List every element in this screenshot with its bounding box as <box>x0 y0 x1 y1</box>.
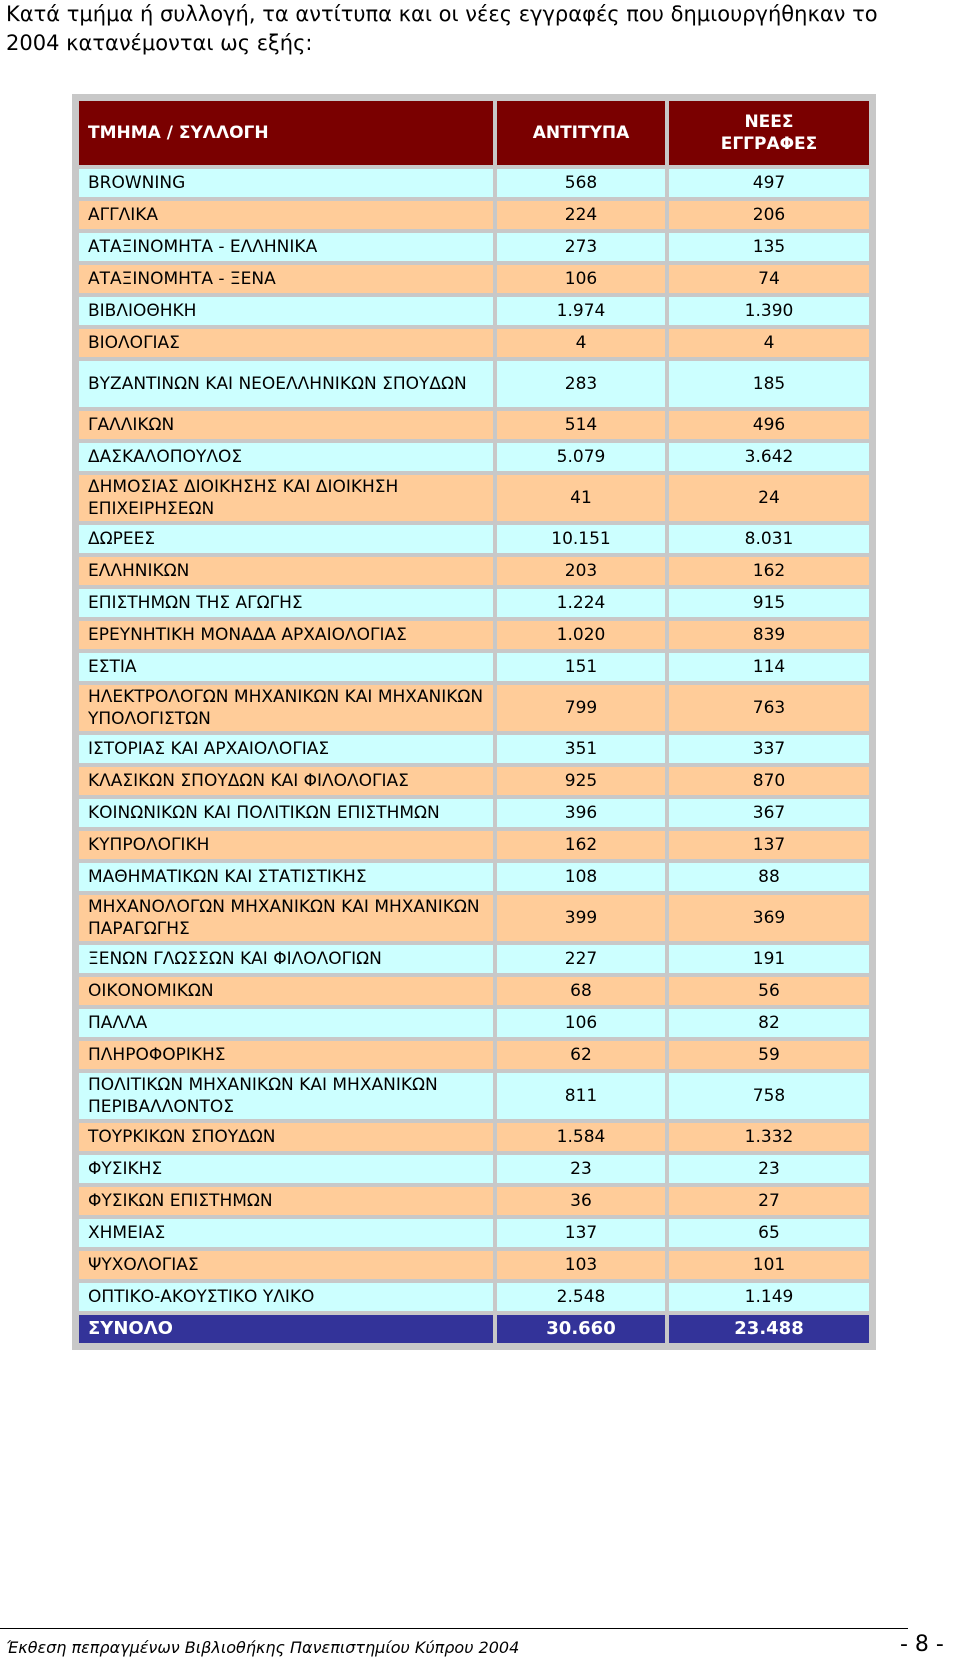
cell-department: ΔΗΜΟΣΙΑΣ ΔΙΟΙΚΗΣΗΣ ΚΑΙ ΔΙΟΙΚΗΣΗ ΕΠΙΧΕΙΡΗΣΕΩΝ <box>79 475 493 521</box>
table-row <box>79 1155 869 1183</box>
cell-new-records: 497 <box>669 169 869 197</box>
cell-department: ΙΣΤΟΡΙΑΣ ΚΑΙ ΑΡΧΑΙΟΛΟΓΙΑΣ <box>79 735 493 763</box>
cell-copies: 273 <box>497 233 665 261</box>
table-row <box>79 557 869 585</box>
cell-new-records: 758 <box>669 1073 869 1119</box>
table-row <box>79 945 869 973</box>
cell-department: ΦΥΣΙΚΗΣ <box>79 1155 493 1183</box>
table-row <box>79 735 869 763</box>
cell-department: BROWNING <box>79 169 493 197</box>
cell-new-records: 915 <box>669 589 869 617</box>
table-row <box>79 1009 869 1037</box>
table-row <box>79 799 869 827</box>
cell-copies: 137 <box>497 1219 665 1247</box>
cell-department: ΗΛΕΚΤΡΟΛΟΓΩΝ ΜΗΧΑΝΙΚΩΝ ΚΑΙ ΜΗΧΑΝΙΚΩΝ ΥΠΟΛΟΓΙΣΤΩΝ <box>79 685 493 731</box>
header-new-records-line-2: ΕΓΓΡΑΦΕΣ <box>720 134 818 154</box>
cell-copies: 162 <box>497 831 665 859</box>
cell-department: ΨΥΧΟΛΟΓΙΑΣ <box>79 1251 493 1279</box>
table-row <box>79 265 869 293</box>
cell-new-records: 206 <box>669 201 869 229</box>
table-row <box>79 475 869 521</box>
cell-department: ΒΥΖΑΝΤΙΝΩΝ ΚΑΙ ΝΕΟΕΛΛΗΝΙΚΩΝ ΣΠΟΥΔΩΝ <box>79 361 493 407</box>
cell-new-records: 1.332 <box>669 1123 869 1151</box>
table-row <box>79 1219 869 1247</box>
table-row <box>79 621 869 649</box>
total-copies: 30.660 <box>497 1315 665 1343</box>
cell-new-records: 763 <box>669 685 869 731</box>
cell-department: ΒΙΟΛΟΓΙΑΣ <box>79 329 493 357</box>
header-new-records <box>669 101 869 165</box>
table-row <box>79 589 869 617</box>
cell-copies: 151 <box>497 653 665 681</box>
collections-table-frame <box>72 94 876 1350</box>
cell-copies: 68 <box>497 977 665 1005</box>
cell-copies: 1.020 <box>497 621 665 649</box>
cell-new-records: 82 <box>669 1009 869 1037</box>
cell-copies: 399 <box>497 895 665 941</box>
cell-copies: 224 <box>497 201 665 229</box>
table-row <box>79 297 869 325</box>
cell-department: ΟΠΤΙΚΟ-ΑΚΟΥΣΤΙΚΟ ΥΛΙΚΟ <box>79 1283 493 1311</box>
cell-department: ΧΗΜΕΙΑΣ <box>79 1219 493 1247</box>
cell-new-records: 369 <box>669 895 869 941</box>
cell-new-records: 1.149 <box>669 1283 869 1311</box>
table-row <box>79 1123 869 1151</box>
cell-copies: 106 <box>497 265 665 293</box>
cell-new-records: 135 <box>669 233 869 261</box>
cell-copies: 10.151 <box>497 525 665 553</box>
total-label: ΣΥΝΟΛΟ <box>79 1315 493 1343</box>
cell-department: ΑΤΑΞΙΝΟΜΗΤΑ - ΕΛΛΗΝΙΚΑ <box>79 233 493 261</box>
cell-department: ΚΟΙΝΩΝΙΚΩΝ ΚΑΙ ΠΟΛΙΤΙΚΩΝ ΕΠΙΣΤΗΜΩΝ <box>79 799 493 827</box>
cell-new-records: 8.031 <box>669 525 869 553</box>
cell-copies: 1.584 <box>497 1123 665 1151</box>
table-row <box>79 1251 869 1279</box>
table-row <box>79 411 869 439</box>
cell-copies: 5.079 <box>497 443 665 471</box>
footer-rule <box>0 1628 908 1629</box>
cell-department: ΠΛΗΡΟΦΟΡΙΚΗΣ <box>79 1041 493 1069</box>
cell-copies: 4 <box>497 329 665 357</box>
cell-new-records: 367 <box>669 799 869 827</box>
cell-new-records: 337 <box>669 735 869 763</box>
cell-department: ΓΑΛΛΙΚΩΝ <box>79 411 493 439</box>
table-row <box>79 169 869 197</box>
cell-copies: 799 <box>497 685 665 731</box>
cell-department: ΞΕΝΩΝ ΓΛΩΣΣΩΝ ΚΑΙ ΦΙΛΟΛΟΓΙΩΝ <box>79 945 493 973</box>
header-new-records-line-1: ΝΕΕΣ <box>744 112 794 132</box>
cell-copies: 811 <box>497 1073 665 1119</box>
cell-copies: 1.224 <box>497 589 665 617</box>
cell-department: ΠΟΛΙΤΙΚΩΝ ΜΗΧΑΝΙΚΩΝ ΚΑΙ ΜΗΧΑΝΙΚΩΝ ΠΕΡΙΒΑΛΛΟΝΤΟΣ <box>79 1073 493 1119</box>
cell-new-records: 1.390 <box>669 297 869 325</box>
cell-new-records: 137 <box>669 831 869 859</box>
cell-copies: 103 <box>497 1251 665 1279</box>
intro-line-2: 2004 κατανέμονται ως εξής: <box>6 31 313 55</box>
cell-department: ΚΥΠΡΟΛΟΓΙΚΗ <box>79 831 493 859</box>
cell-copies: 106 <box>497 1009 665 1037</box>
cell-new-records: 839 <box>669 621 869 649</box>
table-row <box>79 1041 869 1069</box>
cell-department: ΠΑΛΛΑ <box>79 1009 493 1037</box>
cell-copies: 62 <box>497 1041 665 1069</box>
header-copies: ΑΝΤΙΤΥΠΑ <box>497 101 665 165</box>
table-row <box>79 1073 869 1119</box>
cell-copies: 568 <box>497 169 665 197</box>
cell-copies: 108 <box>497 863 665 891</box>
table-row <box>79 895 869 941</box>
cell-department: ΕΠΙΣΤΗΜΩΝ ΤΗΣ ΑΓΩΓΗΣ <box>79 589 493 617</box>
cell-new-records: 185 <box>669 361 869 407</box>
cell-department: ΑΓΓΛΙΚΑ <box>79 201 493 229</box>
cell-copies: 925 <box>497 767 665 795</box>
cell-copies: 351 <box>497 735 665 763</box>
total-new-records: 23.488 <box>669 1315 869 1343</box>
cell-copies: 514 <box>497 411 665 439</box>
cell-copies: 41 <box>497 475 665 521</box>
cell-new-records: 114 <box>669 653 869 681</box>
cell-copies: 36 <box>497 1187 665 1215</box>
cell-new-records: 870 <box>669 767 869 795</box>
table-row <box>79 361 869 407</box>
cell-new-records: 88 <box>669 863 869 891</box>
cell-copies: 23 <box>497 1155 665 1183</box>
table-row <box>79 525 869 553</box>
cell-department: ΤΟΥΡΚΙΚΩΝ ΣΠΟΥΔΩΝ <box>79 1123 493 1151</box>
cell-copies: 2.548 <box>497 1283 665 1311</box>
cell-new-records: 4 <box>669 329 869 357</box>
table-row <box>79 653 869 681</box>
table-row <box>79 201 869 229</box>
cell-department: ΟΙΚΟΝΟΜΙΚΩΝ <box>79 977 493 1005</box>
cell-department: ΦΥΣΙΚΩΝ ΕΠΙΣΤΗΜΩΝ <box>79 1187 493 1215</box>
intro-line-1: Κατά τμήμα ή συλλογή, τα αντίτυπα και οι νέες εγγραφές που δημιουργήθηκαν το <box>6 2 878 26</box>
cell-new-records: 59 <box>669 1041 869 1069</box>
cell-department: ΚΛΑΣΙΚΩΝ ΣΠΟΥΔΩΝ ΚΑΙ ΦΙΛΟΛΟΓΙΑΣ <box>79 767 493 795</box>
cell-copies: 227 <box>497 945 665 973</box>
cell-department: ΑΤΑΞΙΝΟΜΗΤΑ - ΞΕΝΑ <box>79 265 493 293</box>
cell-new-records: 496 <box>669 411 869 439</box>
cell-department: ΔΩΡΕΕΣ <box>79 525 493 553</box>
cell-new-records: 65 <box>669 1219 869 1247</box>
page-number: - 8 - <box>900 1632 944 1657</box>
table-row <box>79 1283 869 1311</box>
cell-department: ΜΑΘΗΜΑΤΙΚΩΝ ΚΑΙ ΣΤΑΤΙΣΤΙΚΗΣ <box>79 863 493 891</box>
header-department: ΤΜΗΜΑ / ΣΥΛΛΟΓΗ <box>79 101 493 165</box>
table-row <box>79 977 869 1005</box>
table-total-row <box>79 1315 869 1343</box>
cell-new-records: 162 <box>669 557 869 585</box>
cell-new-records: 101 <box>669 1251 869 1279</box>
cell-new-records: 24 <box>669 475 869 521</box>
cell-department: ΕΡΕΥΝΗΤΙΚΗ ΜΟΝΑΔΑ ΑΡΧΑΙΟΛΟΓΙΑΣ <box>79 621 493 649</box>
collections-table <box>75 97 873 1347</box>
table-row <box>79 233 869 261</box>
footer-title: Έκθεση πεπραγμένων Βιβλιοθήκης Πανεπιστημίου Κύπρου 2004 <box>6 1638 520 1657</box>
cell-copies: 1.974 <box>497 297 665 325</box>
cell-copies: 396 <box>497 799 665 827</box>
table-body <box>79 169 869 1343</box>
cell-copies: 203 <box>497 557 665 585</box>
table-header-row <box>79 101 869 165</box>
table-row <box>79 443 869 471</box>
cell-department: ΔΑΣΚΑΛΟΠΟΥΛΟΣ <box>79 443 493 471</box>
cell-department: ΕΣΤΙΑ <box>79 653 493 681</box>
table-row <box>79 767 869 795</box>
cell-new-records: 191 <box>669 945 869 973</box>
cell-copies: 283 <box>497 361 665 407</box>
table-row <box>79 863 869 891</box>
cell-new-records: 74 <box>669 265 869 293</box>
intro-paragraph <box>6 0 946 58</box>
cell-new-records: 27 <box>669 1187 869 1215</box>
table-row <box>79 685 869 731</box>
cell-new-records: 56 <box>669 977 869 1005</box>
cell-department: ΒΙΒΛΙΟΘΗΚΗ <box>79 297 493 325</box>
cell-department: ΕΛΛΗΝΙΚΩΝ <box>79 557 493 585</box>
table-row <box>79 1187 869 1215</box>
cell-new-records: 3.642 <box>669 443 869 471</box>
table-row <box>79 329 869 357</box>
cell-department: ΜΗΧΑΝΟΛΟΓΩΝ ΜΗΧΑΝΙΚΩΝ ΚΑΙ ΜΗΧΑΝΙΚΩΝ ΠΑΡΑΓΩΓΗΣ <box>79 895 493 941</box>
table-row <box>79 831 869 859</box>
cell-new-records: 23 <box>669 1155 869 1183</box>
